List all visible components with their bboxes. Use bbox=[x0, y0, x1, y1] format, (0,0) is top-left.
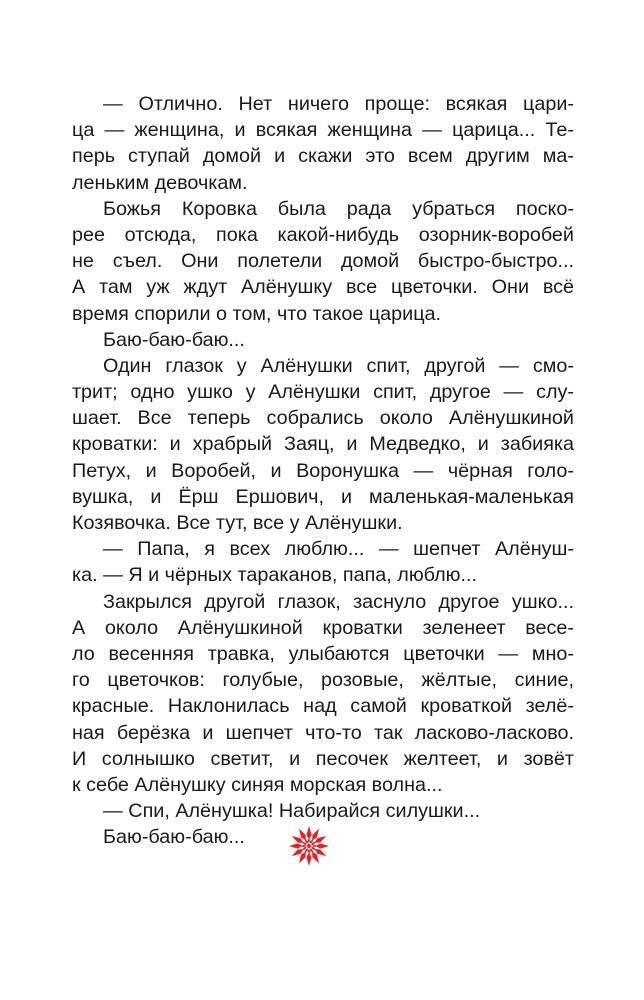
text-line: шает. Все теперь собрались около Алёнушкиной bbox=[72, 407, 574, 430]
text-line: трит; одно ушко у Алёнушки спит, другое — слу- bbox=[72, 381, 574, 404]
text-line: красные. Наклонилась над самой кроваткой зелё- bbox=[72, 695, 574, 718]
text-line: ца — женщина, и всякая женщина — царица... Те- bbox=[72, 119, 574, 142]
text-line: леньким девочкам. bbox=[72, 171, 248, 194]
text-line: Божья Коровка была рада убраться поско- bbox=[103, 197, 574, 220]
text-line: к себе Алёнушку синяя морская волна... bbox=[72, 773, 443, 796]
text-line: ная берёзка и шепчет что-то так ласково-ласково. bbox=[72, 721, 574, 744]
text-line: рее отсюда, пока какой-нибудь озорник-воробей bbox=[72, 223, 574, 246]
book-page-text bbox=[72, 91, 574, 850]
text-line: Один глазок у Алёнушки спит, другой — смо- bbox=[103, 354, 574, 377]
text-line: ло весенняя травка, улыбаются цветочки — мно- bbox=[72, 642, 574, 665]
ornament-icon bbox=[287, 824, 331, 868]
text-line: А около Алёнушкиной кроватки зеленеет весе- bbox=[72, 616, 574, 639]
text-line: — Спи, Алёнушка! Набирайся силушки... bbox=[103, 800, 481, 823]
text-line: И солнышко светит, и песочек желтеет, и зовёт bbox=[72, 747, 574, 770]
text-line: перь ступай домой и скажи это всем другим ма- bbox=[72, 145, 574, 168]
text-line: вушка, и Ёрш Ершович, и маленькая-маленькая bbox=[72, 485, 574, 508]
text-line: кроватки: и храбрый Заяц, и Медведко, и забияка bbox=[72, 433, 574, 456]
text-line: Петух, и Воробей, и Воронушка — чёрная голо- bbox=[72, 459, 574, 482]
text-line: — Отлично. Нет ничего проще: всякая цари- bbox=[103, 93, 574, 115]
text-line: Баю-баю-баю... bbox=[103, 826, 245, 849]
text-line: ка. — Я и чёрных тараканов, папа, люблю... bbox=[72, 564, 477, 587]
text-line: не съел. Они полетели домой быстро-быстро... bbox=[72, 250, 574, 273]
text-line: Баю-баю-баю... bbox=[103, 328, 245, 351]
text-line: — Папа, я всех люблю... — шепчет Алёнуш- bbox=[103, 538, 574, 561]
text-line: время спорили о том, что такое царица. bbox=[72, 302, 442, 325]
text-line: го цветочков: голубые, розовые, жёлтые, синие, bbox=[72, 669, 574, 692]
text-line: Козявочка. Все тут, все у Алёнушки. bbox=[72, 512, 403, 534]
text-line: Закрылся другой глазок, заснуло другое ушко... bbox=[103, 590, 574, 613]
text-line: А там уж ждут Алёнушку все цветочки. Они всё bbox=[72, 276, 574, 299]
